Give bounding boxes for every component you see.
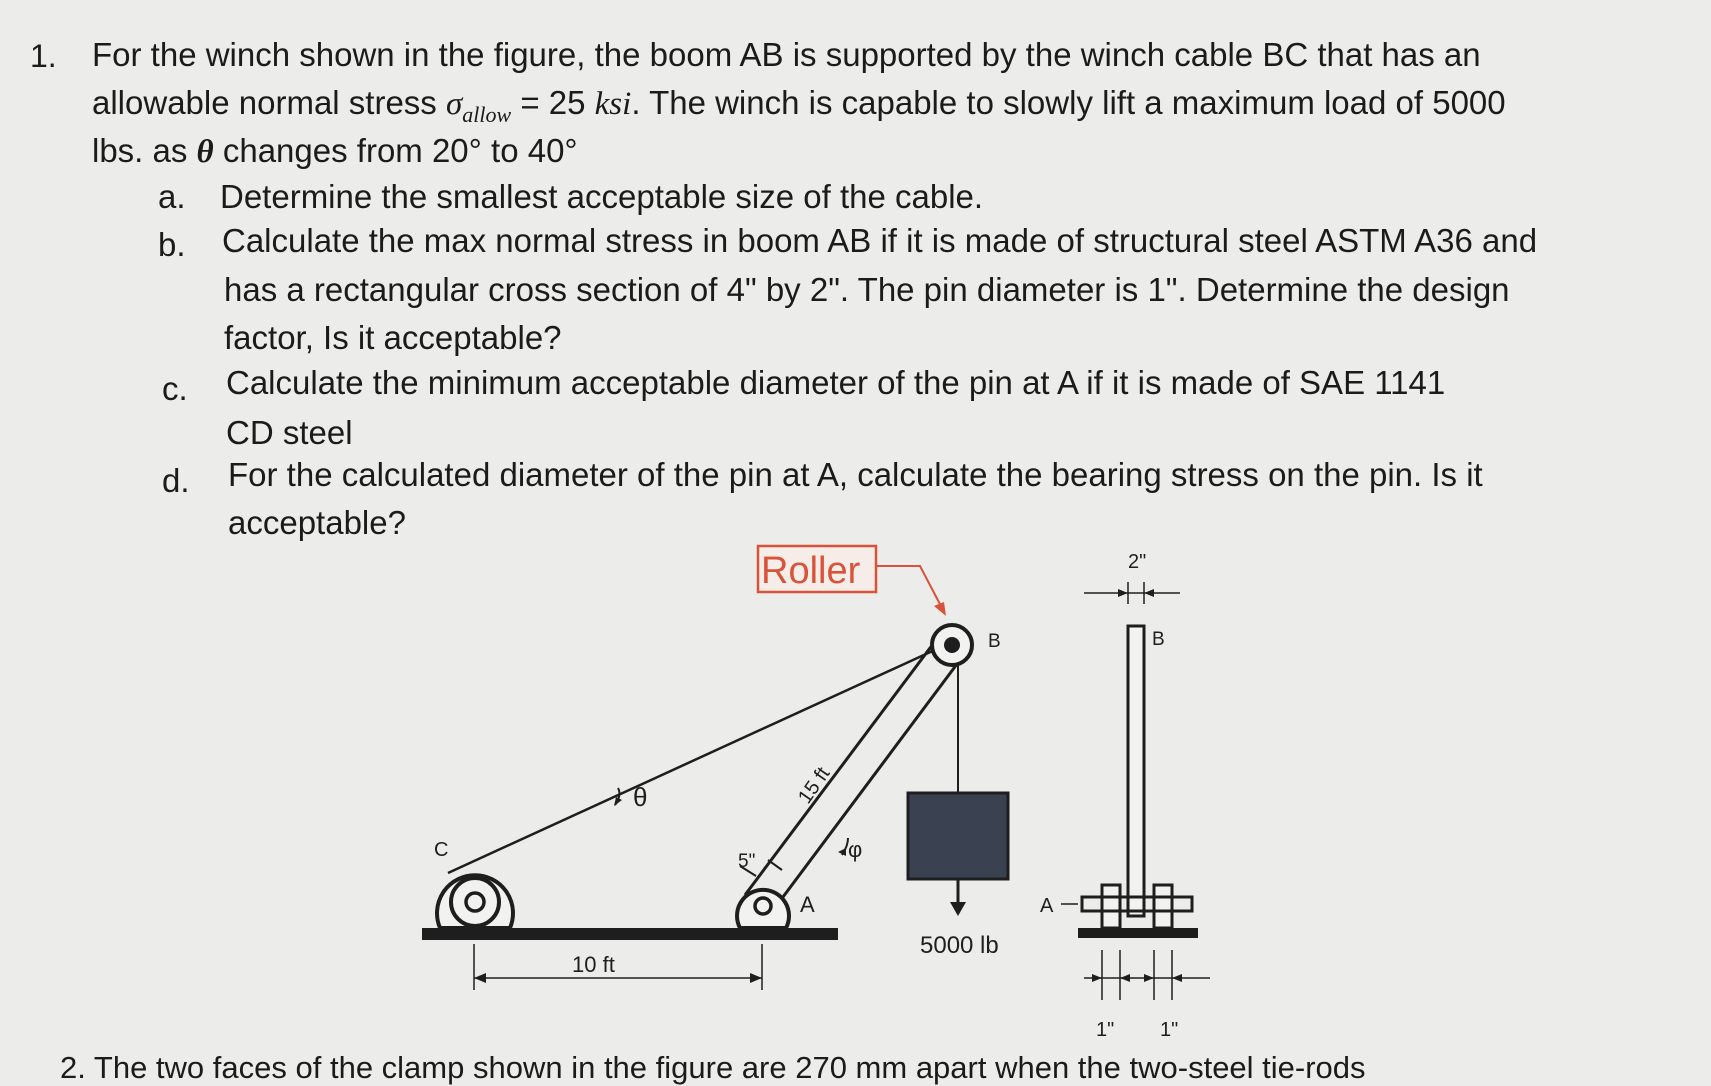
part-c-line-1: Calculate the minimum acceptable diameter of the pin at A if it is made of SAE 1141	[226, 364, 1446, 401]
intro-line-3-rest: changes from 20° to 40°	[213, 132, 578, 169]
roller-b	[932, 625, 972, 665]
winch-figure	[0, 520, 1711, 1080]
load-arrowhead	[950, 902, 966, 916]
problem-2-text: 2. The two faces of the clamp shown in the figure are 270 mm apart when the two-steel tie-rods	[60, 1050, 1366, 1085]
side-dim-arrow-4	[1172, 974, 1182, 982]
cable-bc	[448, 643, 950, 873]
side-label-b: B	[1152, 629, 1165, 650]
intro-line-1: For the winch shown in the figure, the boom AB is supported by the winch cable BC that has an	[92, 36, 1481, 73]
part-c-label: c.	[162, 370, 188, 407]
label-load: 5000 lb	[920, 932, 999, 959]
theta-symbol: θ	[196, 134, 214, 170]
intro-line-2-rest: . The winch is capable to slowly lift a maximum load of 5000	[631, 84, 1506, 121]
part-d-line-2: acceptable?	[228, 504, 406, 541]
roller-label: Roller	[761, 550, 861, 592]
roller-leader-arrow	[934, 602, 946, 616]
dim-10ft-arrow-right	[750, 973, 762, 983]
side-bracket-left	[1102, 885, 1120, 928]
side-dim-arrow-2	[1120, 974, 1130, 982]
pin-support-a	[737, 890, 789, 928]
side-base	[1078, 928, 1198, 938]
intro-line-2	[92, 84, 1506, 128]
part-a-label: a.	[158, 178, 186, 215]
part-b-line-2: has a rectangular cross section of 4" by 2". The pin diameter is 1". Determine the design	[224, 271, 1510, 308]
winch-diagram	[0, 520, 1711, 1080]
side-dim-right: 1"	[1160, 1019, 1179, 1041]
stress-unit: ksi	[594, 86, 632, 122]
intro-line-3-text: lbs. as	[92, 132, 197, 169]
label-15ft: 15 ft	[794, 763, 835, 808]
problem-number: 1.	[30, 38, 57, 74]
roller-leader	[876, 566, 942, 608]
side-dim-arrow-1	[1092, 974, 1102, 982]
five-in-dim-2	[768, 860, 782, 870]
part-b-label: b.	[158, 226, 186, 263]
sigma-symbol: σ	[445, 86, 463, 122]
dim-10ft-arrow-left	[474, 973, 486, 983]
theta-arc-head	[614, 797, 622, 806]
label-a: A	[800, 892, 815, 917]
label-b: B	[988, 631, 1001, 652]
side-top-arrow-left	[1118, 589, 1128, 597]
winch-drum	[437, 875, 513, 928]
part-d-label: d.	[162, 462, 190, 499]
side-bracket-right	[1154, 885, 1172, 928]
side-dim-arrow-3	[1144, 974, 1154, 982]
side-dim-top: 2"	[1128, 551, 1147, 573]
load-block	[908, 793, 1008, 879]
label-phi: φ	[848, 837, 863, 862]
side-label-a: A	[1040, 895, 1054, 917]
equals-value: = 25	[511, 84, 595, 121]
side-top-arrow-right	[1144, 589, 1154, 597]
part-b-line-1: Calculate the max normal stress in boom AB if it is made of structural steel ASTM A36 and	[222, 222, 1538, 259]
side-view	[1061, 582, 1210, 1000]
side-boom	[1128, 626, 1144, 916]
part-b-line-3: factor, Is it acceptable?	[224, 319, 562, 356]
label-10ft: 10 ft	[572, 952, 615, 977]
part-a-line-1: Determine the smallest acceptable size of the cable.	[220, 178, 984, 215]
label-5in: 5"	[738, 851, 756, 872]
side-dim-left: 1"	[1096, 1019, 1115, 1041]
part-d-line-1: For the calculated diameter of the pin at A, calculate the bearing stress on the pin. Is it	[228, 456, 1483, 493]
intro-line-2-text: allowable normal stress	[92, 84, 446, 121]
intro-line-3	[92, 132, 578, 171]
label-theta: θ	[633, 782, 648, 812]
sigma-subscript: allow	[462, 102, 512, 127]
part-c-line-2: CD steel	[226, 414, 353, 451]
label-c: C	[434, 839, 449, 861]
